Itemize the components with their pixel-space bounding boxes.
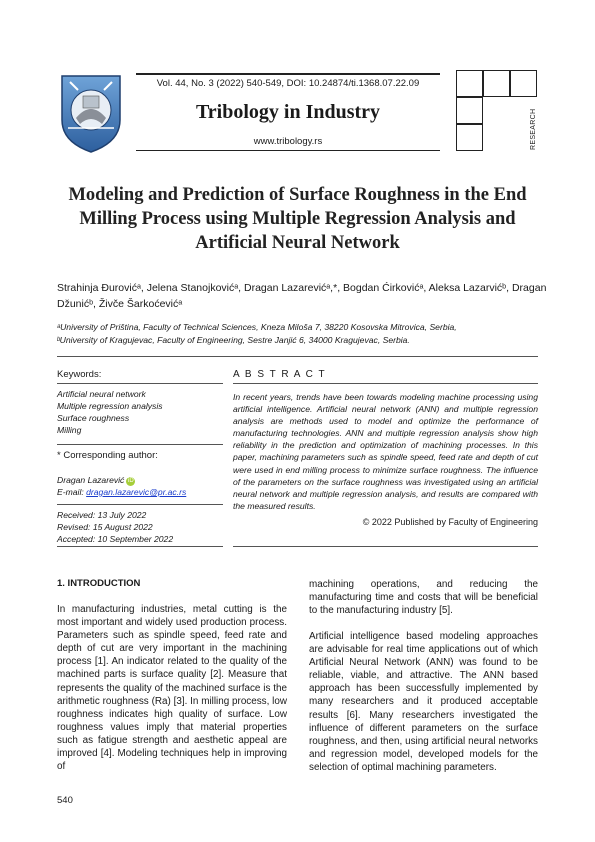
- affiliations: [57, 321, 547, 346]
- correspondence-rule: [57, 444, 223, 445]
- keywords-rule: [57, 383, 223, 384]
- revised-date: Revised: 15 August 2022: [57, 522, 153, 532]
- keyword-item: Milling: [57, 425, 82, 435]
- header-box-1: [456, 70, 483, 97]
- header-box-5: [456, 124, 483, 151]
- section-heading-introduction: 1. INTRODUCTION: [57, 578, 141, 589]
- header-top-rule: [136, 73, 440, 75]
- accepted-date: Accepted: 10 September 2022: [57, 534, 174, 544]
- dates-bottom-rule: [57, 546, 223, 547]
- header-box-3: [510, 70, 537, 97]
- article-dates: [57, 509, 173, 545]
- corresponding-author-email: [57, 487, 186, 497]
- keyword-item: Surface roughness: [57, 413, 130, 423]
- university-logo: [56, 70, 126, 154]
- author-name: Dragan Lazarević: [57, 475, 125, 485]
- journal-title: Tribology in Industry: [195, 101, 381, 123]
- copyright-notice: © 2022 Published by Faculty of Engineering: [362, 517, 538, 527]
- keyword-item: Multiple regression analysis: [57, 401, 163, 411]
- author-list: Strahinja Đurovićᵃ, Jelena Stanojkovićᵃ, Dragan Lazarevićᵃ,*, Bogdan Ćirkovićᵃ, Aleksa Lazarvićᵇ, Dragan Džunićᵇ, Živče Šarkoćevićᵃ: [57, 282, 547, 310]
- article-title: Modeling and Prediction of Surface Roughness in the End Milling Process using Multiple Regression Analysis and Artificial Neural Network: [68, 185, 527, 253]
- abstract-bottom-rule: [233, 546, 538, 547]
- keywords-heading: Keywords:: [57, 369, 102, 380]
- abstract-heading: A B S T R A C T: [233, 369, 327, 380]
- volume-line: Vol. 44, No. 3 (2022) 540-549, DOI: 10.24874/ti.1368.07.22.09: [156, 78, 420, 89]
- email-label: E-mail:: [57, 487, 84, 497]
- header-box-2: [483, 70, 510, 97]
- affiliation-b: ᵇUniversity of Kragujevac, Faculty of Engineering, Sestre Janjić 6, 34000 Kragujevac, Serbia.: [57, 334, 410, 345]
- corresponding-author-name: [57, 475, 135, 486]
- header-box-4: [456, 97, 483, 124]
- intro-paragraph-left: In manufacturing industries, metal cutting is the most important and widely used production process. Parameters such as spindle speed, feed rate and depth of cut are very important in the machining process [1]. An indicator related to the quality of the machined parts is surface quality [2]. Measure that represents the quality of the machined surface is the arithmetic roughness (Ra) [3]. In milling process, low roughness indicates high quality of surface. Low roughness values imply that material properties such as fatigue strength and aesthetic appeal are improved [4]. Modeling techniques help in improving of: [57, 604, 287, 773]
- corresponding-author-heading: * Corresponding author:: [57, 450, 158, 461]
- received-date: Received: 13 July 2022: [57, 510, 147, 520]
- intro-paragraph-right-2: Artificial intelligence based modeling approaches are advisable for real time applications out of which Artificial Neural Network (ANN) was found to be reliable, viable, and attractive. The ANN based approach has been successfully implemented by many researchers and it produced acceptable results [6]. Many researchers investigated the influence of different parameters on the surface roughness, and then, using artificial neural networks and regression model, developed models for the selection of optimal machining parameters.: [309, 631, 538, 773]
- abstract-rule: [233, 383, 538, 384]
- orcid-icon[interactable]: iD: [128, 478, 134, 484]
- keywords-list: [57, 388, 163, 436]
- dates-rule: [57, 504, 223, 505]
- header-bottom-rule: [136, 150, 440, 151]
- abstract-text: In recent years, trends have been towards modeling machine processing using artificial intelligence. Artificial neural network (ANN) and multiple regression analysis are methods used to model and optimize the performance of manufacturing technologies. ANN and multiple regression analysis show high reliability in the prediction and optimization of machining processes. In this paper, machining parameters such as spindle speed, feed rate and depth of cut were used in end milling process to minimize surface roughness. The influence of the parameters on the surface roughness was investigated using an artificial neural network and multiple regression analysis, and results are compared with the measured results.: [233, 392, 538, 511]
- category-label: RESEARCH: [530, 108, 537, 150]
- journal-website: www.tribology.rs: [253, 136, 323, 147]
- section-divider: [57, 356, 538, 357]
- email-link[interactable]: dragan.lazarevic@pr.ac.rs: [86, 487, 187, 497]
- affiliation-a: ᵃUniversity of Priština, Faculty of Technical Sciences, Kneza Miloša 7, 38220 Kosovska Mitrovica, Serbia,: [57, 322, 457, 332]
- page-number: 540: [57, 795, 73, 806]
- intro-paragraph-right-1: machining operations, and reducing the manufacturing time and costs that will be beneficial to the manufacturing industry [5].: [309, 579, 538, 617]
- keyword-item: Artificial neural network: [57, 389, 146, 399]
